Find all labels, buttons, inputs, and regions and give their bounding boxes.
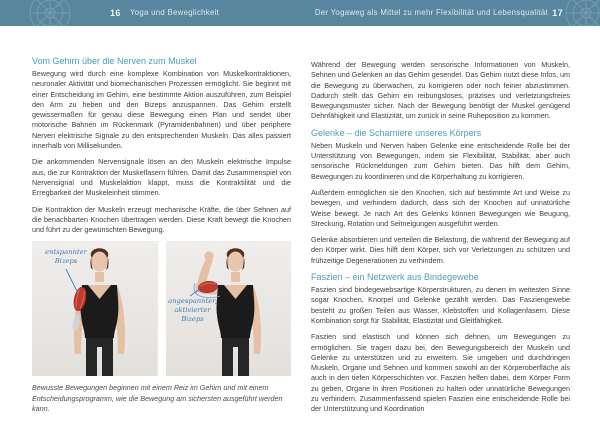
section-heading-gelenke: Gelenke – die Scharniere unseres Körpers bbox=[311, 127, 482, 138]
photo-relaxed-biceps bbox=[32, 241, 158, 376]
label-relaxed-biceps: entspannter Bizeps bbox=[45, 248, 87, 266]
mandala-icon bbox=[28, 0, 72, 26]
paragraph: Gelenke absorbieren und verteilen die Belastung, die während der Bewegung auf den Körper wirkt. Dies hilft dem Körper, sich vor Verletzungen zu schützen und frühzeitige Degenerationen zu verhindern. bbox=[311, 235, 570, 265]
right-page-column bbox=[311, 56, 570, 421]
paragraph: Neben Muskeln und Nerven haben Gelenke eine entscheidende Rolle bei der Unterstützung von Bewegungen, indem sie Flexibilität, Stabilität, aber auch sensorische Rückmeldungen zum Gehirn bieten. Das hilft dem Gehirn, Bewegungen zu koordinieren und die Körperhaltung zu korrigieren. bbox=[311, 140, 570, 181]
page-number-left: 16 bbox=[110, 8, 121, 18]
photo-flexed-biceps bbox=[166, 241, 292, 376]
paragraph: Bewegung wird durch eine komplexe Kombination von Muskelkontraktionen, neuronaler Aktivität und biomechanischen Prozessen ermöglicht. Sie beginnt mit einer Entscheidung im Gehirn, eine bestimmte Aktion auszuführen, zum Beispiel den Arm zu heben und den Bizeps anzuspannen. Das Gehirn erstellt gewissermaßen für genau diese Bewegung einen Plan und sendet über motorische Bahnen im Rückenmark (Pyramidenbahnen) und über periphere Nerven elektrische Signale zu den entsprechenden Muskeln. Das alles passiert innerhalb von Millisekunden. bbox=[32, 69, 291, 151]
paragraph: Faszien sind elastisch und können sich dehnen, um Bewegungen zu ermöglichen. Sie tragen dazu bei, den Bewegungsbereich der Muskeln und Gelenke zu unterstützen und zu erweitern. Sie umgeben und durchdringen Muskeln, Organe und Sehnen und kommen sowohl an der Körperoberfläche als auch in den tiefen Körperschichten vor. Faszien helfen dabei, dem Körper Form zu geben, Organe in ihren Positionen zu halten oder unnatürliche Bewegungen zu verhindern. Zusammenfassend spielen Faszien eine entscheidende Rolle bei der Unterstützung und Koordination bbox=[311, 332, 570, 414]
paragraph: Faszien sind bindegewebsartige Körperstrukturen, zu denen im weitesten Sinne sogar Knochen, Knorpel und Gelenke gezählt werden. Das Fasziengewebe besteht zu großen Teilen aus Wasser, Klebstoffen und Kollagenfasern. Diese Kombination sorgt für Stabilität, Elastizität und Gleitfähigkeit. bbox=[311, 285, 570, 325]
page-header-bar bbox=[0, 0, 600, 26]
page-body bbox=[0, 26, 600, 421]
figure-caption: Bewusste Bewegungen beginnen mit einem Reiz im Gehirn und mit einem Entscheidungsprogramm, wie die Bewegung am sichersten ausgeführt werden kann. bbox=[32, 383, 283, 414]
biceps-figure bbox=[32, 241, 291, 376]
paragraph: Während der Bewegung werden sensorische Informationen von Muskeln, Sehnen und Gelenken an das Gehirn gesendet. Das Gehirn nutzt diese Infos, um die Bewegung zu überwachen, zu korrigieren oder noch feiner abzustimmen. Dadurch stellt das Gehirn ein reibungsloses, präzises und verletzungsfreies Bewegungsmuster sicher. Nach der Bewegung benötigt der Muskel genügend Dehnfähigkeit und Elastizität, um zurück in seine Ruheposition zu kommen. bbox=[311, 60, 570, 121]
running-title-left: Yoga und Beweglichkeit bbox=[130, 8, 220, 17]
paragraph: Außerdem ermöglichen sie den Knochen, sich auf bestimmte Art und Weise zu bewegen, und verhindern dadurch, dass sich der Knochen auf unnatürliche Weise bewegt. Je nach Art des Gelenks können Bewegungen wie Beugung, Streckung, Rotation und Seitneigungen ausgeführt werden. bbox=[311, 187, 570, 228]
section-heading-faszien: Faszien – ein Netzwerk aus Bindegewebe bbox=[311, 272, 479, 283]
mandala-icon bbox=[564, 0, 600, 26]
running-title-right: Der Yogaweg als Mittel zu mehr Flexibilität und Lebensqualität bbox=[314, 8, 548, 17]
page-number-right: 17 bbox=[552, 8, 563, 18]
section-heading-nerven-muskel: Vom Gehirn über die Nerven zum Muskel bbox=[32, 56, 197, 66]
paragraph: Die ankommenden Nervensignale lösen an den Muskeln elektrische Impulse aus, die zur Kontraktion der Muskelfasern führen. Damit das Zusammenspiel von Nervensignal und Muskelaktion klappt, muss die Kontraktilität und die Erregbarkeit der Muskeleinheit stimmen. bbox=[32, 157, 291, 198]
paragraph: Die Kontraktion der Muskeln erzeugt mechanische Kräfte, die über Sehnen auf die benachbarten Knochen übertragen werden. Diese Kraft bewegt die Knochen und führt zu der gewünschten Bewegung. bbox=[32, 204, 291, 235]
label-flexed-biceps: angespannter, aktivierter Bizeps bbox=[168, 297, 217, 323]
left-page-column bbox=[32, 56, 291, 421]
